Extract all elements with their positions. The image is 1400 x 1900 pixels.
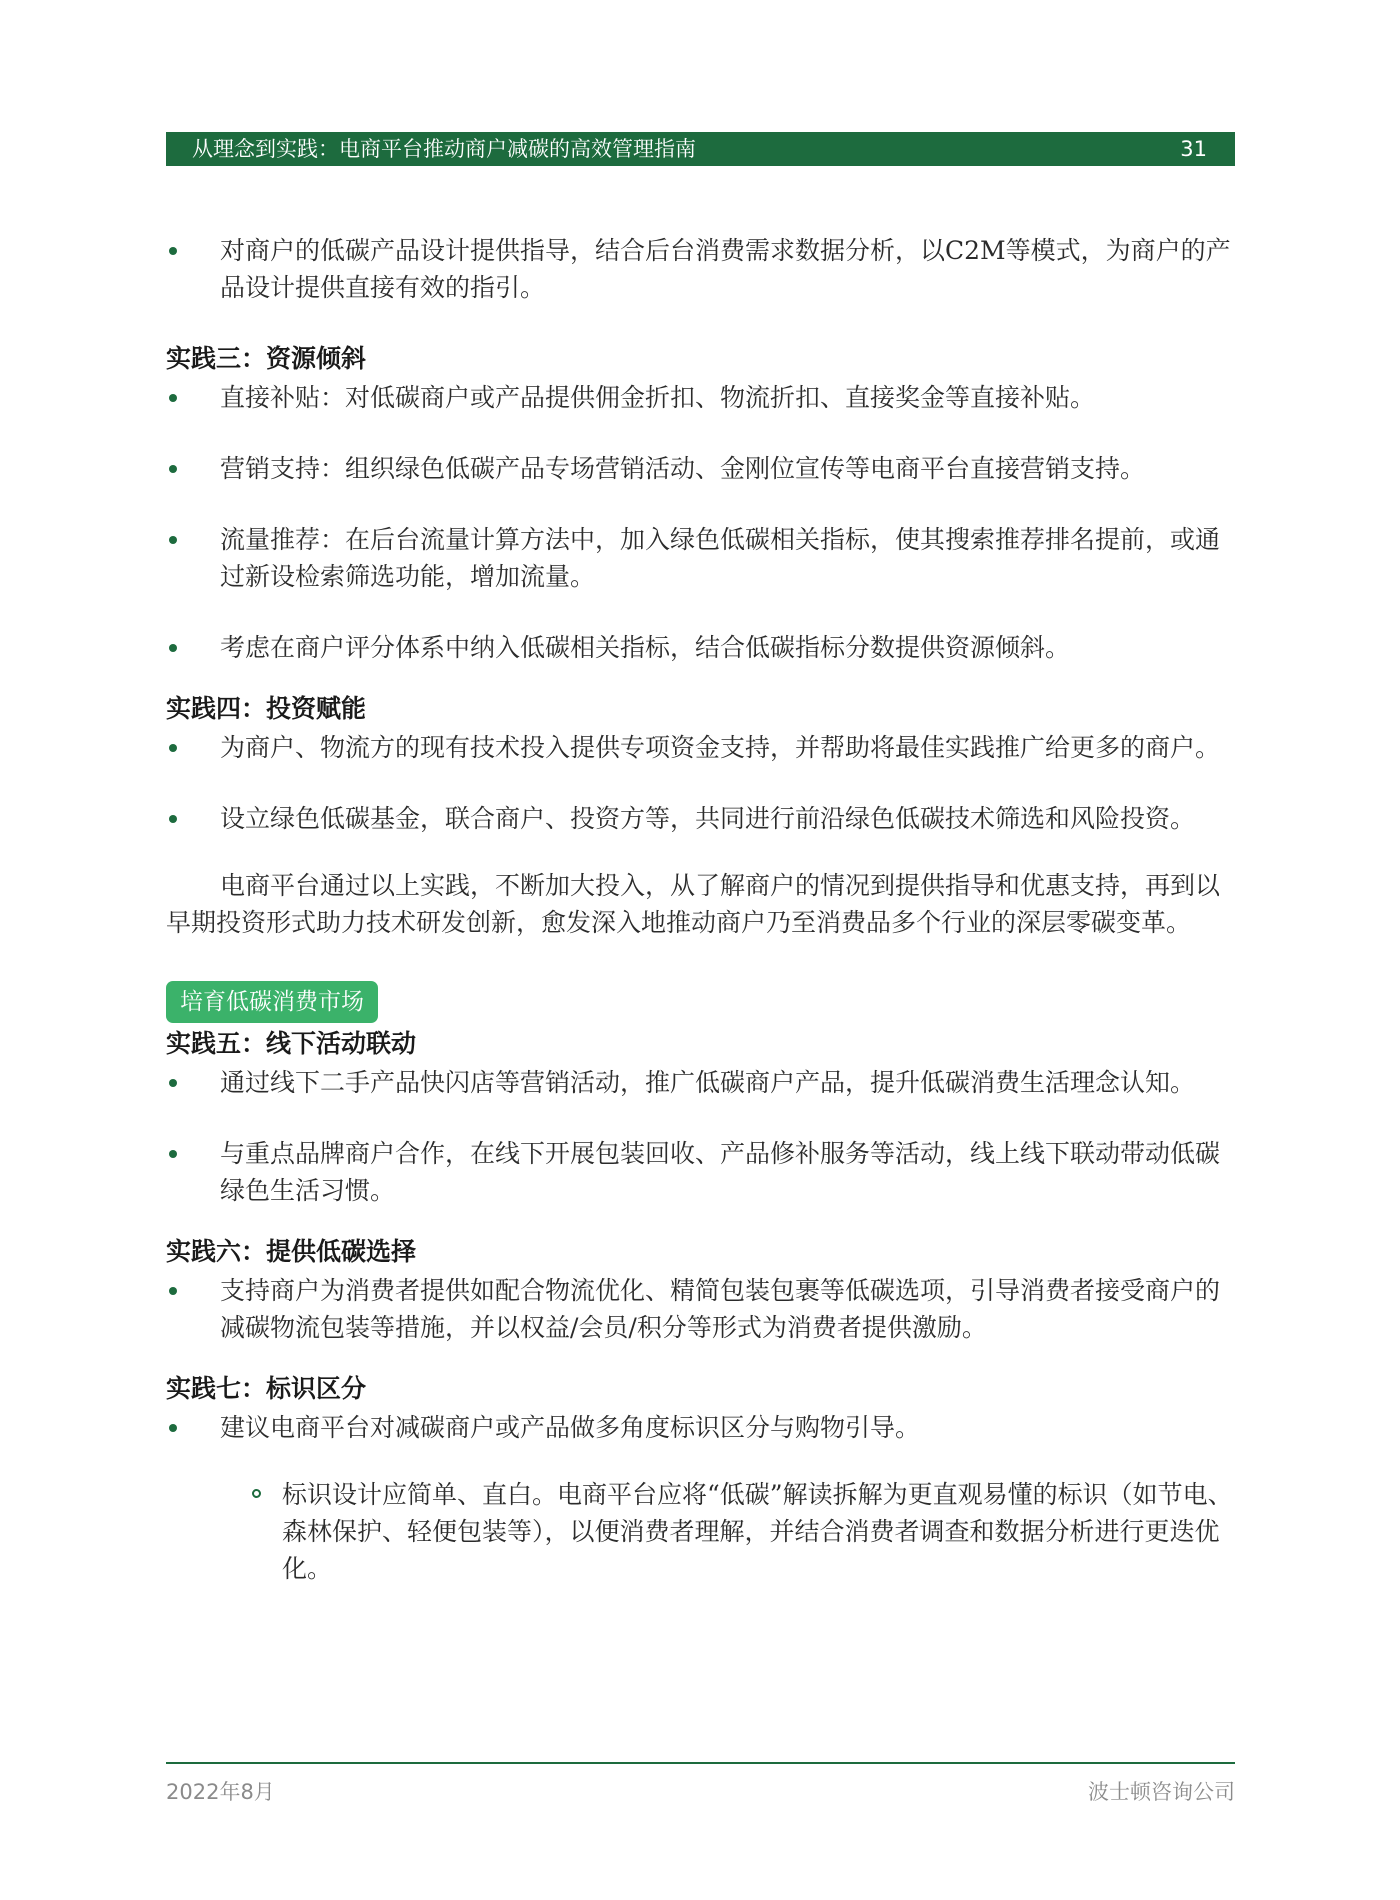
section-tag: 培育低碳消费市场	[166, 981, 378, 1023]
list-item: 通过线下二手产品快闪店等营销活动，推广低碳商户产品，提升低碳消费生活理念认知。	[166, 1064, 1235, 1101]
page-content	[166, 232, 1235, 1587]
list-item: 直接补贴：对低碳商户或产品提供佣金折扣、物流折扣、直接奖金等直接补贴。	[166, 379, 1235, 416]
header-bar	[166, 132, 1235, 166]
footer-company: 波士顿咨询公司	[1088, 1780, 1235, 1804]
list-item: 为商户、物流方的现有技术投入提供专项资金支持，并帮助将最佳实践推广给更多的商户。	[166, 729, 1235, 766]
list-item: 对商户的低碳产品设计提供指导，结合后台消费需求数据分析，以C2M等模式，为商户的产品设计提供直接有效的指引。	[166, 232, 1235, 306]
list-item: 设立绿色低碳基金，联合商户、投资方等，共同进行前沿绿色低碳技术筛选和风险投资。	[166, 800, 1235, 837]
list-item: 考虑在商户评分体系中纳入低碳相关指标，结合低碳指标分数提供资源倾斜。	[166, 629, 1235, 666]
list-item: 建议电商平台对减碳商户或产品做多角度标识区分与购物引导。	[166, 1409, 1235, 1446]
practice-heading: 实践七：标识区分	[166, 1374, 367, 1403]
practice-heading: 实践三：资源倾斜	[166, 344, 367, 373]
practice-heading: 实践四：投资赋能	[166, 694, 367, 723]
footer-date: 2022年8月	[166, 1780, 275, 1804]
summary-paragraph: 电商平台通过以上实践，不断加大投入，从了解商户的情况到提供指导和优惠支持，再到以早期投资形式助力技术研发创新，愈发深入地推动商户乃至消费品多个行业的深层零碳变革。	[166, 871, 1221, 937]
list-item: 支持商户为消费者提供如配合物流优化、精简包装包裹等低碳选项，引导消费者接受商户的减碳物流包装等措施，并以权益/会员/积分等形式为消费者提供激励。	[166, 1272, 1235, 1346]
page-number: 31	[1180, 137, 1207, 161]
practice-heading: 实践五：线下活动联动	[166, 1029, 417, 1058]
sub-list-item: 标识设计应简单、直白。电商平台应将“低碳”解读拆解为更直观易懂的标识（如节电、森林保护、轻便包装等），以便消费者理解，并结合消费者调查和数据分析进行更迭优化。	[282, 1476, 1235, 1587]
list-item: 流量推荐：在后台流量计算方法中，加入绿色低碳相关指标，使其搜索推荐排名提前，或通过新设检索筛选功能，增加流量。	[166, 521, 1235, 595]
footer-divider	[166, 1762, 1235, 1764]
document-title: 从理念到实践：电商平台推动商户减碳的高效管理指南	[192, 137, 696, 161]
practice-heading: 实践六：提供低碳选择	[166, 1237, 417, 1266]
list-item: 营销支持：组织绿色低碳产品专场营销活动、金刚位宣传等电商平台直接营销支持。	[166, 450, 1235, 487]
list-item: 与重点品牌商户合作，在线下开展包装回收、产品修补服务等活动，线上线下联动带动低碳绿色生活习惯。	[166, 1135, 1235, 1209]
